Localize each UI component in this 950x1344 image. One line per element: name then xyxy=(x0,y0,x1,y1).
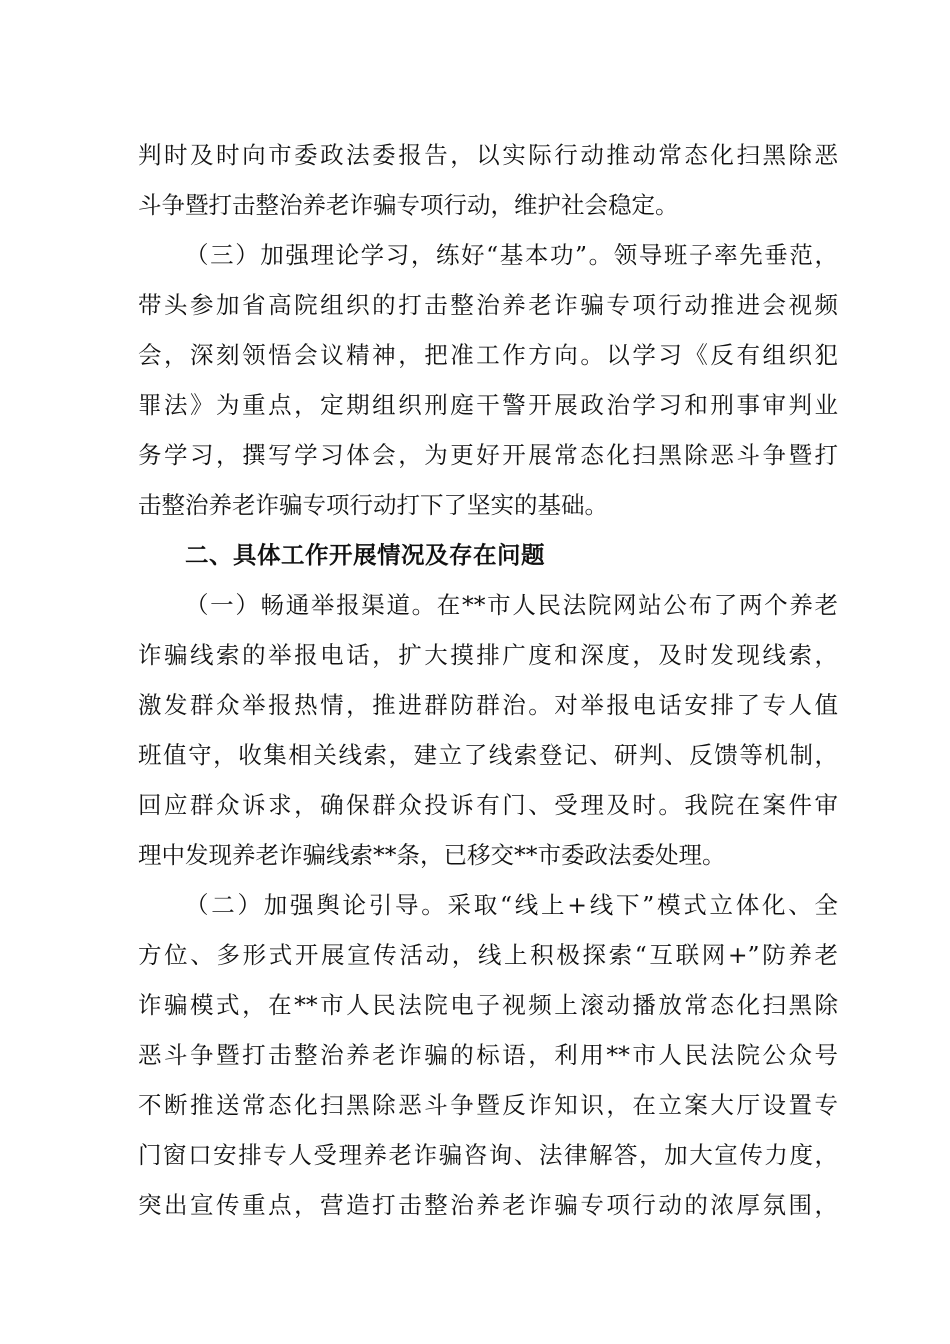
paragraph-line: 罪法》为重点，定期组织刑庭干警开展政治学习和刑事审判业 xyxy=(138,391,838,419)
paragraph-line: 门窗口安排专人受理养老诈骗咨询、法律解答，加大宣传力度， xyxy=(138,1141,838,1169)
paragraph-line: 激发群众举报热情，推进群防群治。对举报电话安排了专人值 xyxy=(138,691,838,719)
paragraph-line: 方位、多形式开展宣传活动，线上积极探索“互联网+”防养老 xyxy=(138,941,838,969)
paragraph-line: 回应群众诉求，确保群众投诉有门、受理及时。我院在案件审 xyxy=(138,791,838,819)
paragraph-line: 恶斗争暨打击整治养老诈骗的标语，利用**市人民法院公众号 xyxy=(138,1041,838,1069)
subsection-three-line: （三）加强理论学习，练好“基本功”。领导班子率先垂范， xyxy=(185,241,838,269)
paragraph-line: 判时及时向市委政法委报告，以实际行动推动常态化扫黑除恶 xyxy=(138,141,838,169)
paragraph-line: 诈骗模式，在**市人民法院电子视频上滚动播放常态化扫黑除 xyxy=(138,991,838,1019)
subsection-two-line: （二）加强舆论引导。采取“线上+线下”模式立体化、全 xyxy=(185,891,838,919)
paragraph-line: 理中发现养老诈骗线索**条，已移交**市委政法委处理。 xyxy=(138,841,726,869)
paragraph-line: 会，深刻领悟会议精神，把准工作方向。以学习《反有组织犯 xyxy=(138,341,838,369)
paragraph-line: 诈骗线索的举报电话，扩大摸排广度和深度，及时发现线索， xyxy=(138,641,838,669)
section-heading: 二、具体工作开展情况及存在问题 xyxy=(185,541,545,569)
subsection-one-line: （一）畅通举报渠道。在**市人民法院网站公布了两个养老 xyxy=(185,591,838,619)
paragraph-line: 务学习，撰写学习体会，为更好开展常态化扫黑除恶斗争暨打 xyxy=(138,441,838,469)
paragraph-line: 带头参加省高院组织的打击整治养老诈骗专项行动推进会视频 xyxy=(138,291,838,319)
paragraph-line: 不断推送常态化扫黑除恶斗争暨反诈知识，在立案大厅设置专 xyxy=(138,1091,838,1119)
paragraph-line: 击整治养老诈骗专项行动打下了坚实的基础。 xyxy=(138,491,608,519)
paragraph-line: 班值守，收集相关线索，建立了线索登记、研判、反馈等机制， xyxy=(138,741,838,769)
paragraph-line: 斗争暨打击整治养老诈骗专项行动，维护社会稳定。 xyxy=(138,191,679,219)
paragraph-line: 突出宣传重点，营造打击整治养老诈骗专项行动的浓厚氛围， xyxy=(138,1191,838,1219)
